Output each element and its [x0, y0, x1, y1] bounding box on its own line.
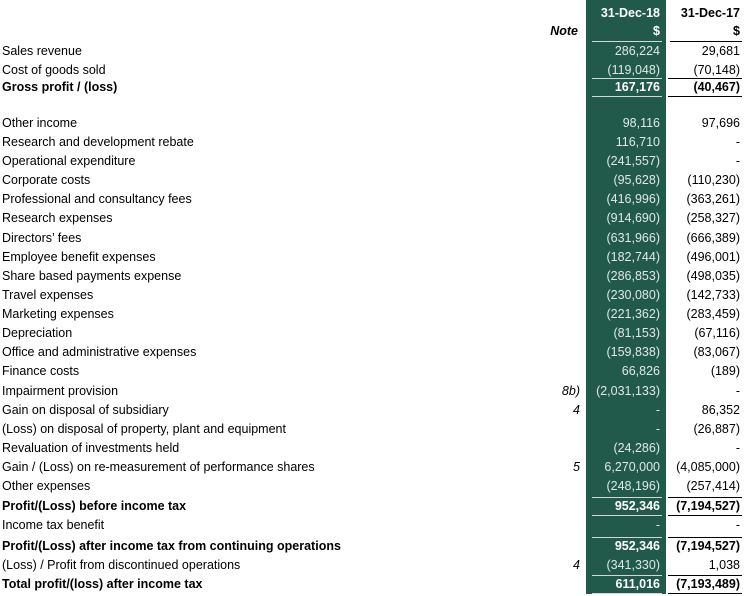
value-2017: (7,193,489) [676, 577, 740, 591]
row-label: Corporate costs [2, 173, 91, 187]
value-2018: (182,744) [606, 250, 660, 264]
table-row [0, 403, 747, 422]
table-row [0, 44, 747, 63]
header-underline-2018 [592, 41, 662, 42]
value-2018: (81,153) [613, 326, 660, 340]
value-2018: - [655, 518, 660, 532]
value-2018: (341,330) [606, 558, 660, 572]
value-2018: 98,116 [622, 116, 660, 130]
subtotal-rule [668, 575, 742, 576]
row-label: Marketing expenses [2, 307, 114, 321]
row-label: Travel expenses [2, 288, 94, 302]
subtotal-rule [668, 497, 742, 498]
table-row [0, 211, 747, 230]
value-2017: (7,194,527) [676, 499, 740, 513]
table-row [0, 135, 747, 154]
table-row [0, 288, 747, 307]
value-2018: 167,176 [614, 80, 660, 94]
row-label: Impairment provision [2, 384, 119, 398]
value-2018: - [655, 403, 660, 417]
table-row [0, 192, 747, 211]
subtotal-rule [592, 515, 662, 516]
value-2017: (666,389) [686, 231, 740, 245]
row-label: Other income [2, 116, 78, 130]
value-2018: (286,853) [606, 269, 660, 283]
row-label: Employee benefit expenses [2, 250, 156, 264]
table-row [0, 116, 747, 135]
header-underline-2017 [670, 41, 742, 42]
table-row [0, 384, 747, 403]
value-2017: - [735, 518, 740, 532]
value-2018: (914,690) [606, 211, 660, 225]
subtotal-rule [592, 96, 662, 97]
row-label: Depreciation [2, 326, 73, 340]
value-2018: 611,016 [615, 577, 660, 591]
row-label: Profit/(Loss) after income tax from continuing operations [2, 539, 341, 553]
table-row [0, 364, 747, 383]
row-label: Professional and consultancy fees [2, 192, 192, 206]
value-2018: 66,826 [621, 364, 660, 378]
subtotal-rule [668, 537, 742, 538]
value-2018: (248,196) [606, 479, 660, 493]
subtotal-rule [592, 78, 662, 79]
value-2017: (26,887) [693, 422, 740, 436]
row-label: Total profit/(loss) after income tax [2, 577, 203, 591]
row-label: Office and administrative expenses [2, 345, 197, 359]
currency-2017: $ [733, 24, 740, 38]
value-2018: 952,346 [614, 499, 660, 513]
row-label: Directors’ fees [2, 231, 82, 245]
table-row [0, 345, 747, 364]
value-2018: 952,346 [614, 539, 660, 553]
table-row [0, 231, 747, 250]
value-2017: (40,467) [693, 80, 740, 94]
row-note: 4 [573, 403, 580, 417]
value-2017: (257,414) [686, 479, 740, 493]
table-row [0, 326, 747, 345]
table-row [0, 173, 747, 192]
row-label: Revaluation of investments held [2, 441, 180, 455]
value-2017: - [735, 154, 740, 168]
value-2017: 1,038 [708, 558, 740, 572]
row-label: Gain on disposal of subsidiary [2, 403, 169, 417]
subtotal-rule [668, 78, 742, 79]
row-label: Operational expenditure [2, 154, 136, 168]
row-label: (Loss) on disposal of property, plant and equipment [2, 422, 286, 436]
value-2017: 29,681 [701, 44, 740, 58]
subtotal-rule [668, 515, 742, 516]
row-label: Finance costs [2, 364, 80, 378]
row-label: Sales revenue [2, 44, 82, 58]
value-2018: 6,270,000 [604, 460, 660, 474]
table-row [0, 154, 747, 173]
value-2018: (416,996) [606, 192, 660, 206]
header-2018: 31-Dec-18 [600, 6, 660, 20]
table-row [0, 479, 747, 498]
row-label: Gross profit / (loss) [2, 80, 118, 94]
value-2018: (2,031,133) [596, 384, 660, 398]
value-2017: (258,327) [686, 211, 740, 225]
row-note: 4 [573, 558, 580, 572]
value-2018: (119,048) [607, 63, 660, 77]
row-label: Research and development rebate [2, 135, 194, 149]
row-label: (Loss) / Profit from discontinued operations [2, 558, 241, 572]
value-2018: (159,838) [606, 345, 660, 359]
subtotal-rule [668, 96, 742, 97]
row-note: 5 [573, 460, 580, 474]
row-label: Gain / (Loss) on re-measurement of performance shares [2, 460, 315, 474]
value-2018: 286,224 [614, 44, 660, 58]
table-row [0, 460, 747, 479]
value-2017: (142,733) [686, 288, 740, 302]
row-label: Share based payments expense [2, 269, 182, 283]
value-2018: (631,966) [606, 231, 660, 245]
value-2017: (67,116) [694, 326, 740, 340]
table-row [0, 422, 747, 441]
value-2017: (110,230) [687, 173, 740, 187]
value-2017: 97,696 [701, 116, 740, 130]
value-2018: (95,628) [613, 173, 660, 187]
table-row [0, 307, 747, 326]
value-2017: (363,261) [686, 192, 740, 206]
subtotal-rule [592, 575, 662, 576]
value-2018: (241,557) [606, 154, 660, 168]
note-header: Note [550, 24, 578, 38]
value-2018: (230,080) [606, 288, 660, 302]
value-2018: 116,710 [615, 135, 660, 149]
value-2017: (189) [710, 364, 740, 378]
table-row [0, 539, 747, 558]
table-row [0, 441, 747, 460]
value-2017: - [735, 384, 740, 398]
value-2017: (496,001) [686, 250, 740, 264]
table-row [0, 250, 747, 269]
subtotal-rule [592, 497, 662, 498]
value-2017: - [735, 441, 740, 455]
header-2017: 31-Dec-17 [680, 6, 740, 20]
row-label: Research expenses [2, 211, 113, 225]
value-2017: (4,085,000) [676, 460, 740, 474]
table-row [0, 518, 747, 537]
value-2017: (70,148) [693, 63, 740, 77]
row-note: 8b) [561, 384, 580, 398]
value-2018: - [655, 422, 660, 436]
row-label: Other expenses [2, 479, 91, 493]
value-2017: (498,035) [686, 269, 740, 283]
value-2018: (221,362) [606, 307, 660, 321]
value-2017: (7,194,527) [676, 539, 740, 553]
subtotal-rule [592, 537, 662, 538]
value-2017: (83,067) [693, 345, 740, 359]
table-row [0, 269, 747, 288]
value-2017: (283,459) [686, 307, 740, 321]
value-2017: 86,352 [701, 403, 740, 417]
row-label: Profit/(Loss) before income tax [2, 499, 187, 513]
row-label: Income tax benefit [2, 518, 105, 532]
currency-2018: $ [653, 24, 660, 38]
value-2017: - [735, 135, 740, 149]
value-2018: (24,286) [613, 441, 660, 455]
row-label: Cost of goods sold [2, 63, 106, 77]
